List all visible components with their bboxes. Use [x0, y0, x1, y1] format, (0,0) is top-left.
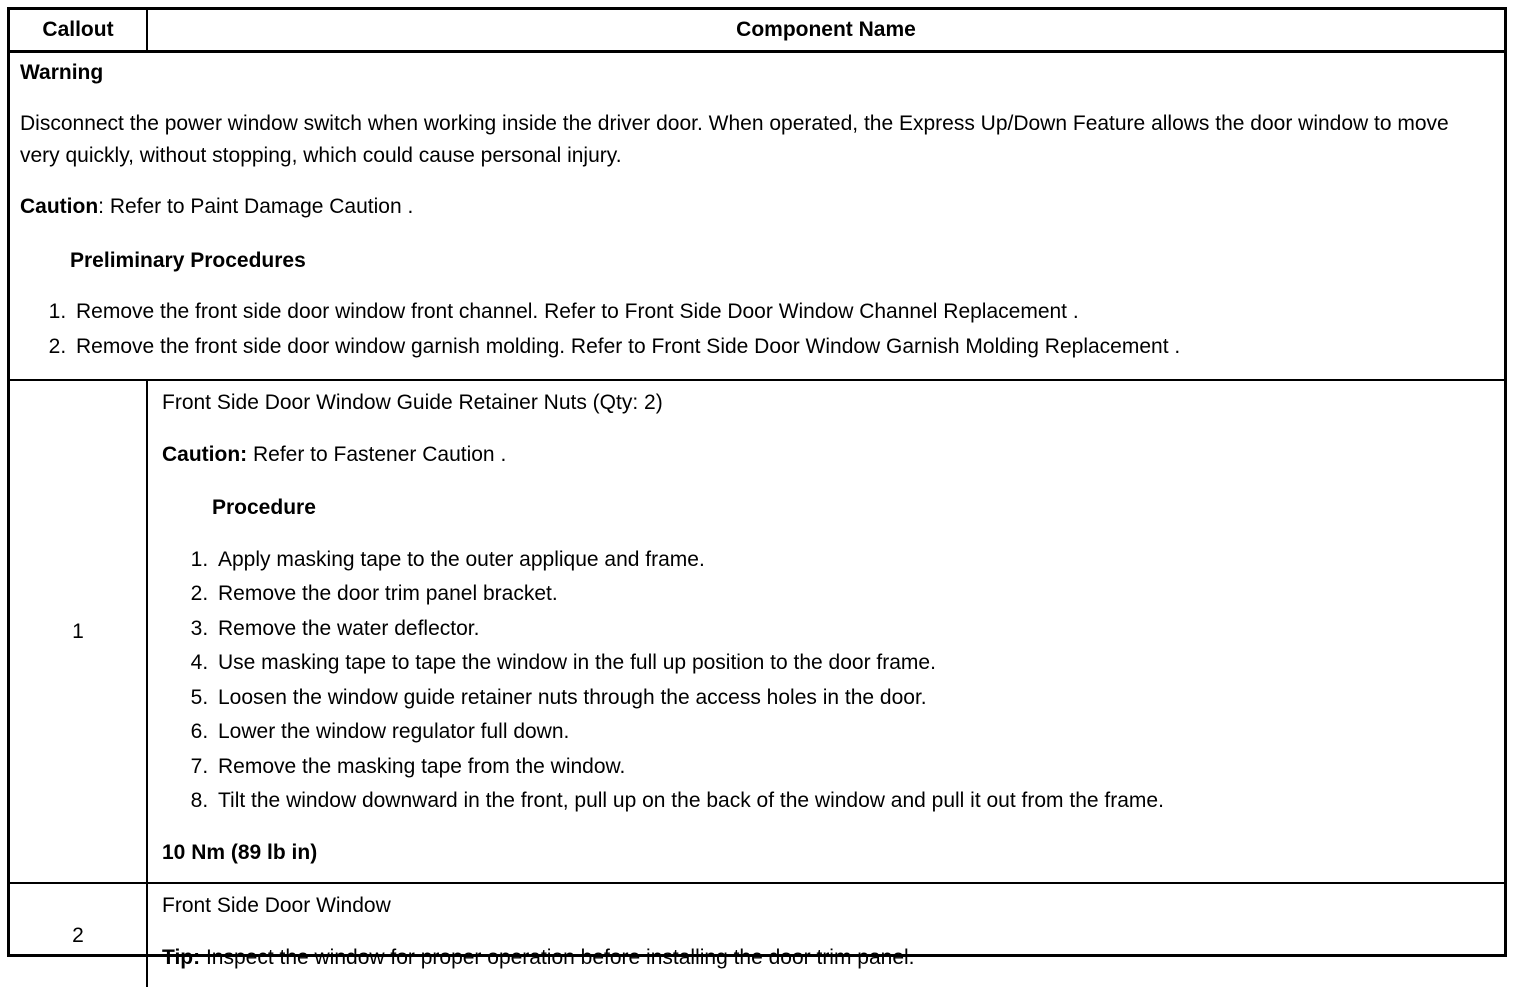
component-cell [148, 884, 1504, 987]
caution-text: Refer to Fastener Caution . [247, 442, 507, 466]
list-item: 3. Remove the water deflector. [214, 613, 1490, 645]
warning-title: Warning [20, 60, 104, 84]
list-item: 2. Remove the door trim panel bracket. [214, 578, 1490, 610]
fastener-caution [162, 439, 1490, 471]
component-title: Front Side Door Window Guide Retainer Nuts (Qty: 2) [162, 391, 663, 414]
procedure-title: Procedure [212, 496, 316, 519]
list-item: 1. Remove the front side door window front channel. Refer to Front Side Door Window Channel Replacement . [72, 296, 1492, 328]
list-item: 4. Use masking tape to tape the window in the full up position to the door frame. [214, 647, 1490, 679]
callout-number: 1 [10, 381, 148, 882]
component-name-column-header: Component Name [736, 18, 916, 41]
preliminary-procedures-title: Preliminary Procedures [70, 248, 306, 272]
procedure-list [162, 544, 1490, 817]
tip-note [162, 942, 1490, 974]
list-item: 6. Lower the window regulator full down. [214, 716, 1490, 748]
list-item: 1. Apply masking tape to the outer applique and frame. [214, 544, 1490, 576]
table-header-row [10, 10, 1504, 53]
warning-body: Disconnect the power window switch when working inside the driver door. When operated, the Express Up/Down Feature allows the door window to move very quickly, without stopping, which could cause personal injury. [20, 112, 1449, 167]
callout-column-header: Callout [10, 10, 148, 50]
list-item: 2. Remove the front side door window garnish molding. Refer to Front Side Door Window Garnish Molding Replacement . [72, 331, 1492, 363]
component-table [7, 7, 1507, 969]
preliminary-procedures-list [20, 296, 1492, 362]
caution-label: Caution [20, 195, 99, 218]
table-row [10, 381, 1504, 884]
component-title: Front Side Door Window [162, 894, 391, 917]
component-cell [148, 381, 1504, 882]
tip-text: Inspect the window for proper operation before installing the door trim panel. [200, 945, 915, 969]
warning-section [10, 53, 1504, 382]
tip-label: Tip: [162, 945, 201, 969]
table-row [10, 884, 1504, 987]
paint-damage-caution [20, 191, 1492, 223]
caution-text: : Refer to Paint Damage Caution . [98, 195, 414, 218]
list-item: 8. Tilt the window downward in the front, pull up on the back of the window and pull it out from the frame. [214, 785, 1490, 817]
torque-spec: 10 Nm (89 lb in) [162, 840, 318, 864]
list-item: 5. Loosen the window guide retainer nuts through the access holes in the door. [214, 682, 1490, 714]
list-item: 7. Remove the masking tape from the window. [214, 751, 1490, 783]
caution-label: Caution: [162, 442, 248, 466]
callout-number: 2 [10, 884, 148, 987]
